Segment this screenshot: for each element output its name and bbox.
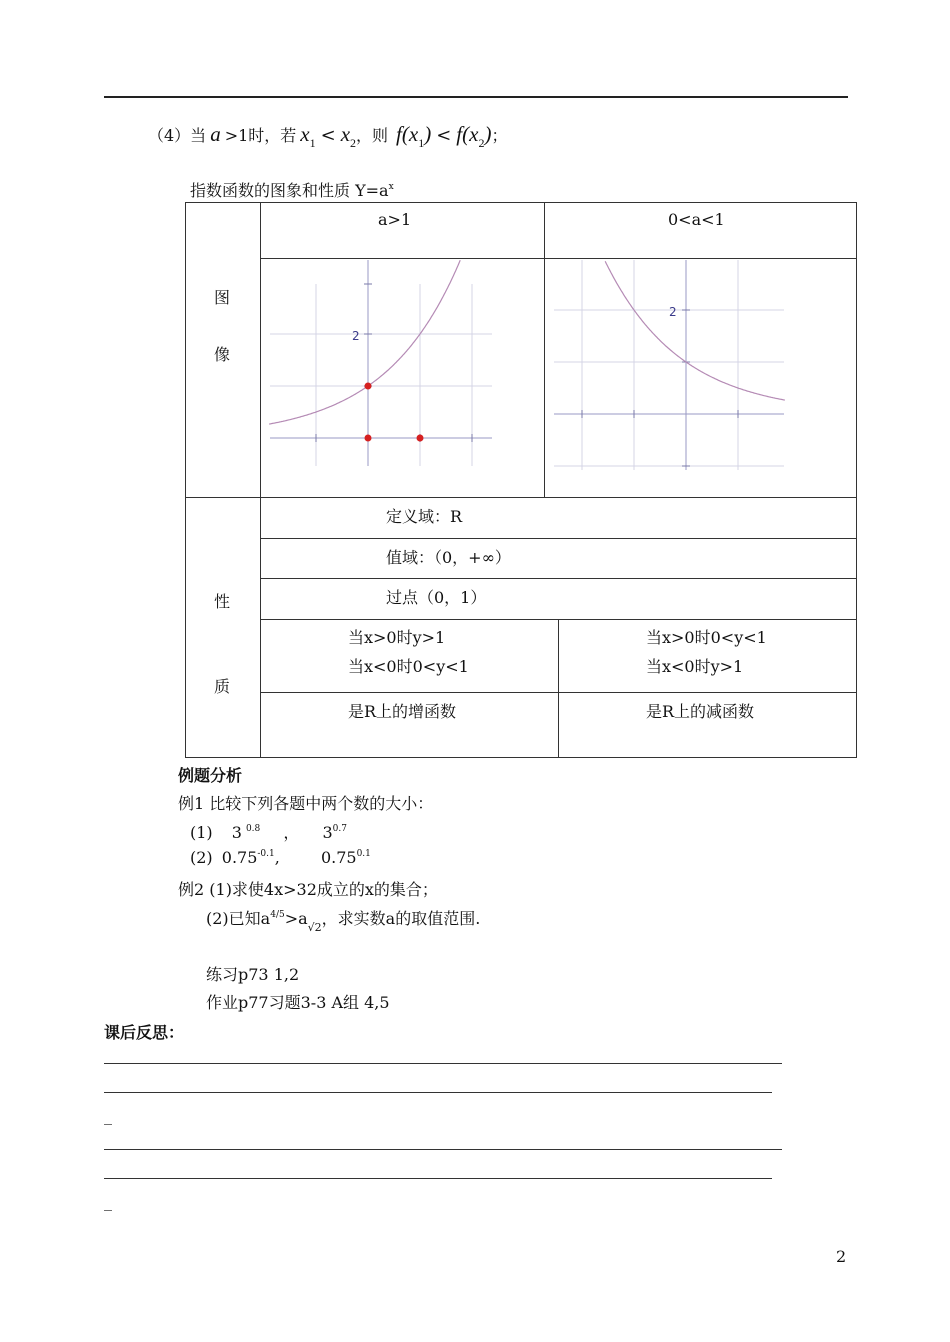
graph-left-grid [270,260,542,466]
point-0-1 [365,383,372,390]
reflection-heading: 课后反思： [104,1023,185,1042]
f-x1: f(x [396,122,419,146]
image-label-2: 像 [214,345,231,364]
f-x1-close: ) [424,122,432,146]
graph-right-grid [554,260,784,470]
ex2-2-b: >a [284,909,308,928]
example-2-2 [206,906,480,934]
ex1-1-sep: ， [283,823,300,842]
f-x2-sub: 2 [478,136,485,150]
right-cond-1: 当x>0时0<y<1 [646,628,767,647]
point-1-0 [417,435,424,442]
ex1-1-b-exp: 0.7 [332,824,347,834]
ex1-2-a: 0.75 [221,848,258,867]
property-4-end: ； [491,126,508,145]
ex1-2-label: (2) [190,848,213,867]
domain-text: 定义域：R [386,507,463,526]
ex2-2-a: (2)已知a [206,909,271,928]
ex2-2-root: √2 [307,921,322,934]
example-2: 例2 (1)求使4x>32成立的x的集合； [178,880,438,899]
example-1-1 [190,820,347,843]
property-4 [148,122,507,151]
ex1-2-sep: , [274,848,280,867]
var-x1: x [300,122,310,146]
examples-heading: 例题分析 [178,766,243,785]
property-label-1: 性 [214,592,231,611]
ex1-2-b: 0.75 [320,848,357,867]
reflection-line-3 [104,1149,782,1150]
point-origin [365,435,372,442]
page-number: 2 [836,1247,847,1266]
ex1-2-a-exp: -0.1 [257,849,275,859]
reflection-line-1 [104,1063,782,1064]
passes-point-text: 过点（0，1） [386,588,487,607]
practice-line: 练习p73 1,2 [206,965,300,984]
col-a-lt1: 0<a<1 [668,210,725,229]
f-x2: f(x [456,122,479,146]
reflection-dash-1: _ [104,1106,112,1125]
table-caption [190,178,394,201]
example-1-2 [190,848,371,867]
less-than: < [320,125,336,146]
example-1: 例1 比较下列各题中两个数的大小： [178,794,434,813]
reflection-dash-2: _ [104,1192,112,1211]
left-cond-2: 当x<0时0<y<1 [348,657,469,676]
var-a: a [210,122,221,146]
right-monotonic: 是R上的减函数 [646,702,755,721]
image-label-1: 图 [214,288,231,307]
col-a-gt1: a>1 [378,210,412,229]
ex1-1-a-exp: 0.8 [245,824,261,834]
graph-right-tick-label: 2 [669,305,677,319]
f-x1-sub: 1 [418,136,425,150]
var-x2-sub: 2 [350,136,357,150]
graph-decreasing [546,260,854,496]
reflection-line-4 [104,1178,772,1179]
table-caption-text: 指数函数的图象和性质 Y=a [190,181,389,200]
ex2-2-c: ，求实数a的取值范围. [321,909,481,928]
property-label-2: 质 [214,677,231,696]
graph-left-curve [269,260,460,424]
right-cond-2: 当x<0时y>1 [646,657,744,676]
homework-line: 作业p77习题3-3 A组 4,5 [206,993,390,1012]
graph-right-ticks [582,310,738,466]
left-cond-1: 当x>0时y>1 [348,628,446,647]
property-4-prefix: （4）当 [148,126,207,145]
range-text: 值域：（0，+∞） [386,548,511,567]
header-rule [104,96,848,98]
property-4-then: ，则 [356,126,389,145]
f-x2-close: ) [484,122,492,146]
graph-right-curve [605,261,785,400]
ex1-2-b-exp: 0.1 [356,849,371,859]
ex1-1-b: 3 [322,823,333,842]
left-monotonic: 是R上的增函数 [348,702,457,721]
property-4-condition: >1时，若 [224,126,297,145]
table-caption-sup: x [388,182,394,192]
ex1-1-label: (1) [190,823,213,842]
reflection-line-2 [104,1092,772,1093]
var-x1-sub: 1 [309,136,316,150]
graph-left-tick-label: 2 [352,329,360,343]
ex2-2-exp: 4/5 [270,910,285,920]
less-than-2: < [436,125,452,146]
var-x2: x [340,122,351,146]
ex1-1-a: 3 [231,823,242,842]
graph-left-ticks [316,284,472,442]
graph-increasing [262,260,542,496]
